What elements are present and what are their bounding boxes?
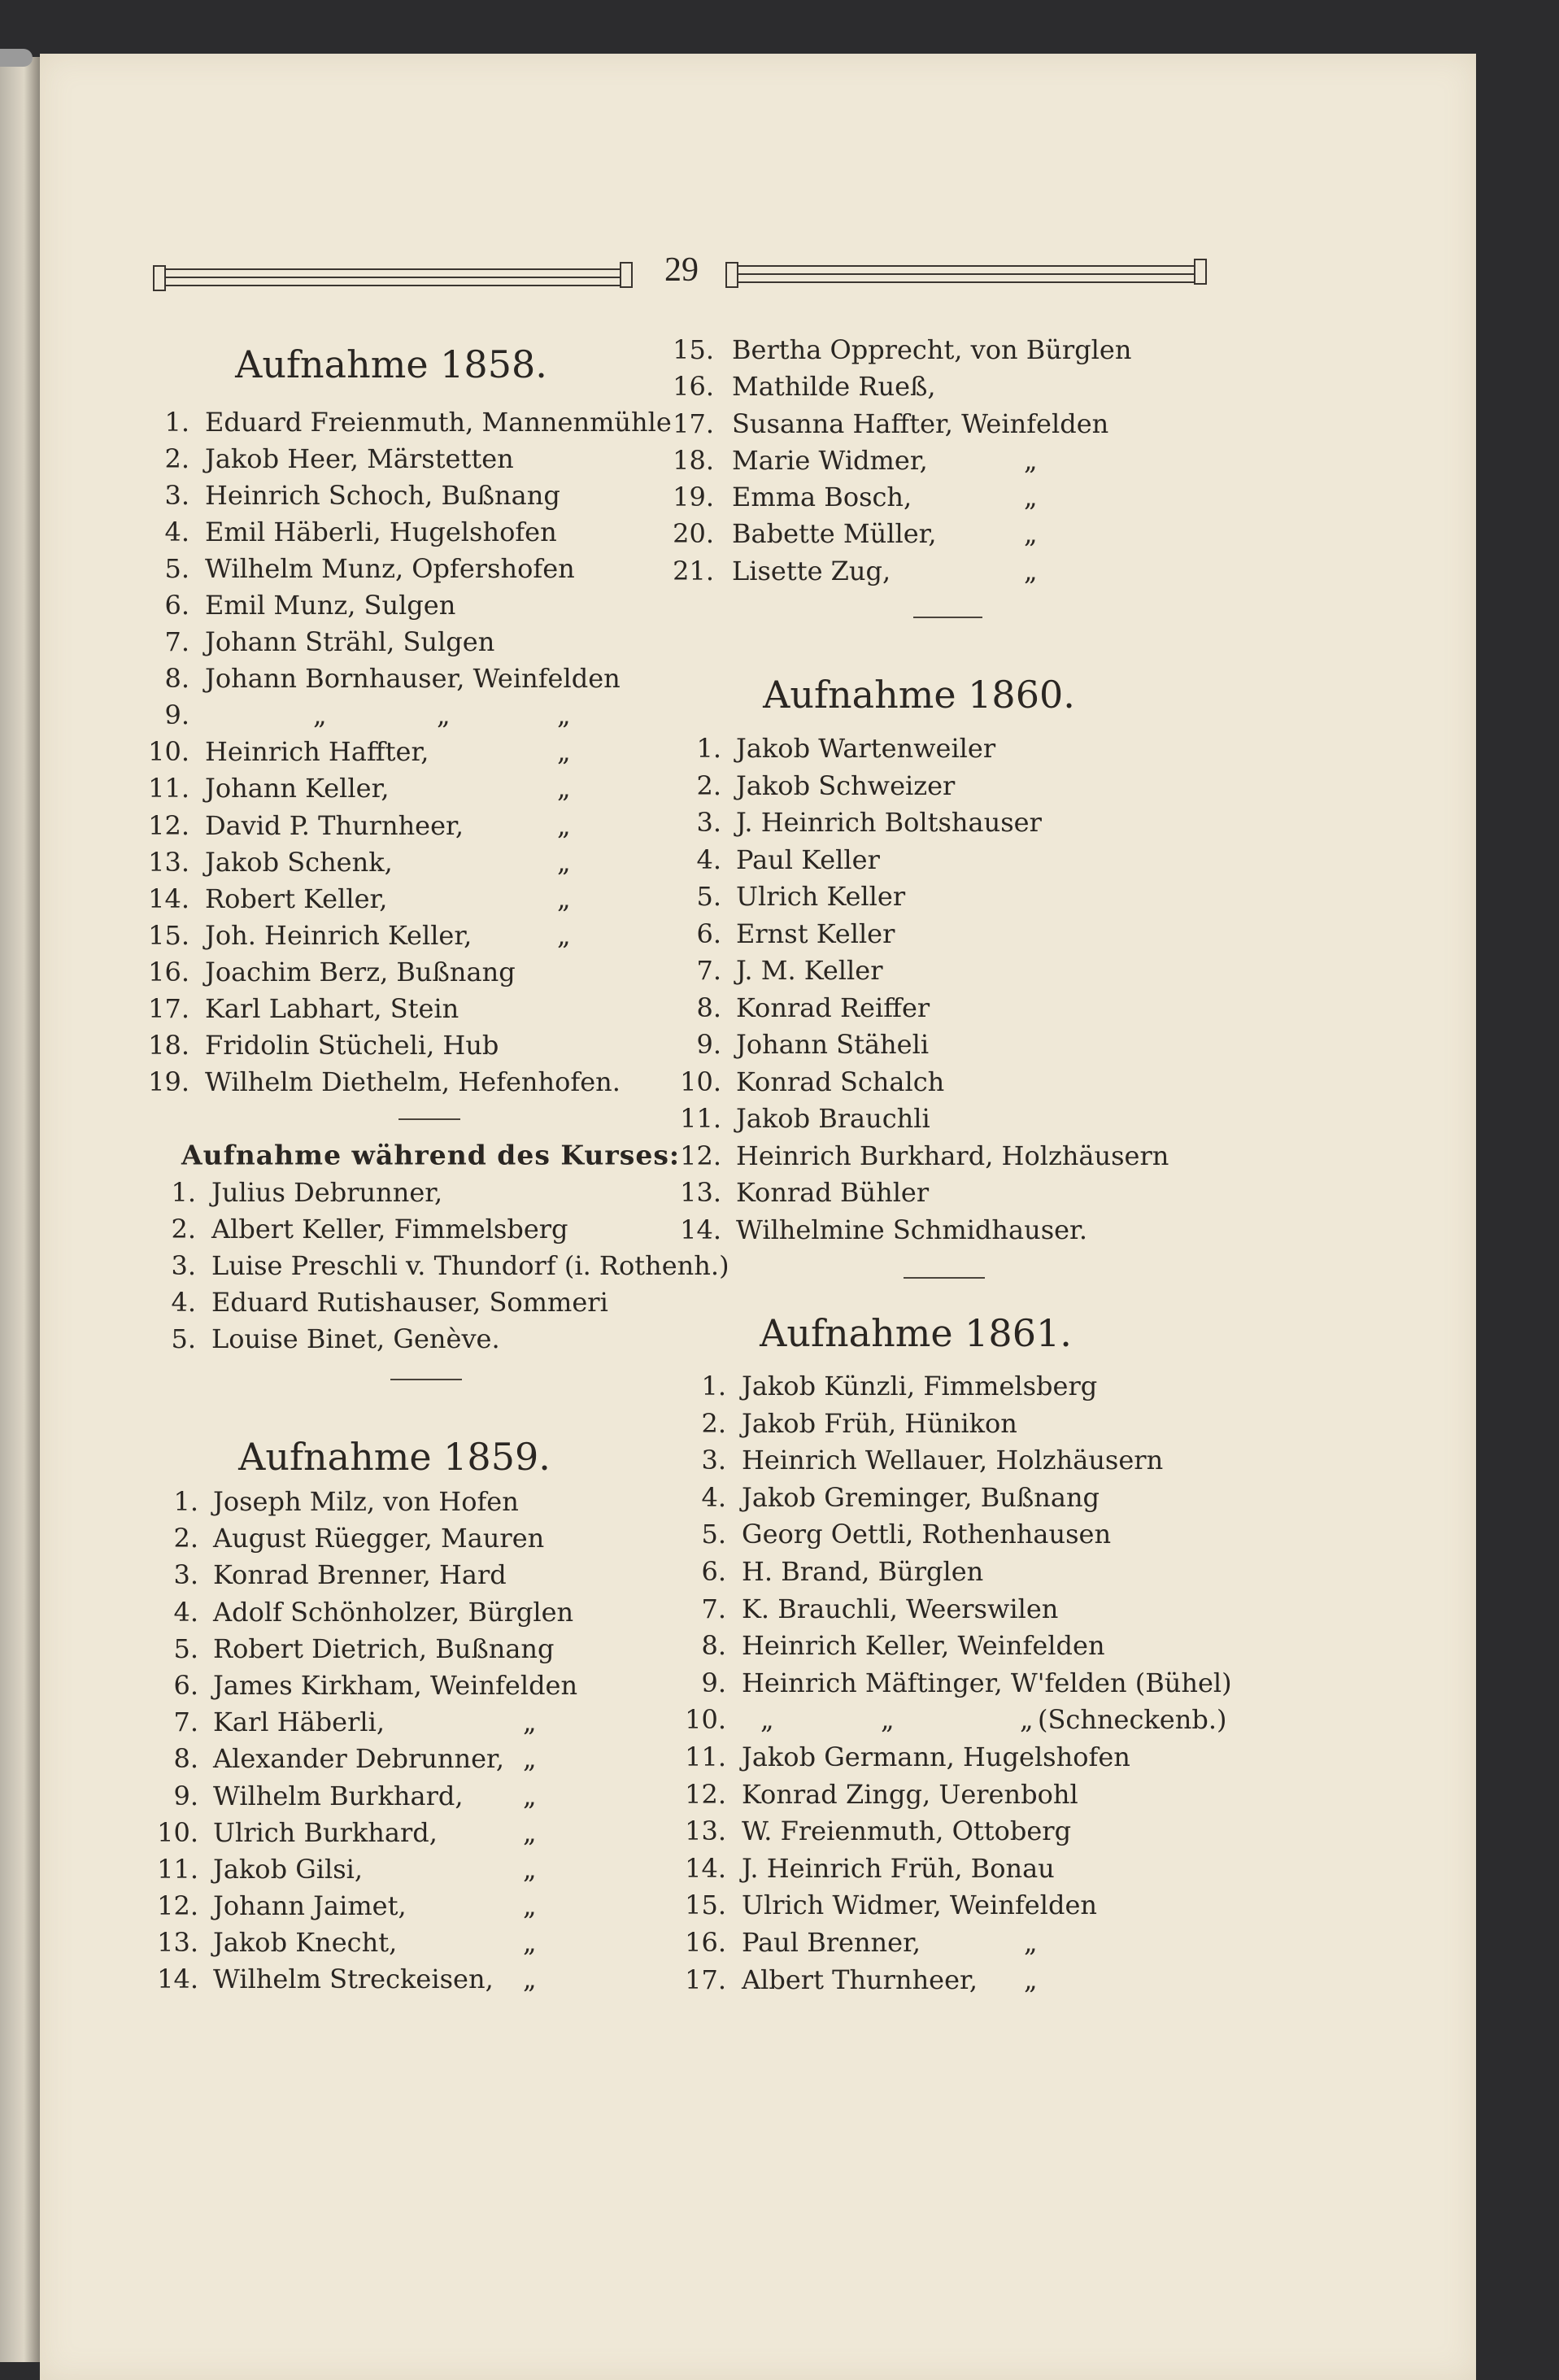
ditto-mark: „ (557, 773, 571, 804)
item-name: Johann Bornhauser, Weinfelden (205, 663, 621, 695)
item-number: 1. (696, 733, 721, 764)
item-number: 11. (157, 1853, 198, 1885)
item-number: 5. (171, 1323, 196, 1354)
item-number: 3. (164, 480, 189, 512)
item-number: 4. (173, 1596, 198, 1628)
list-item (0, 1516, 1559, 1554)
item-name: Eduard Rutishauser, Sommeri (211, 1287, 608, 1318)
item-name: H. Brand, Bürglen (742, 1555, 984, 1587)
header-ornament-right (725, 262, 1207, 288)
item-number: 2. (164, 443, 189, 475)
ditto-mark: „ (523, 1743, 537, 1775)
item-name: Albert Keller, Fimmelsberg (211, 1214, 568, 1244)
ditto-mark: „ (557, 809, 571, 841)
item-number: 12. (148, 809, 189, 841)
heading-1861: Aufnahme 1861. (760, 1311, 1072, 1355)
item-name: Bertha Opprecht, von Bürglen (732, 334, 1132, 365)
item-name: Heinrich Haffter, (205, 736, 429, 768)
item-number: 11. (148, 773, 189, 804)
list-item (0, 1591, 1559, 1628)
ditto-mark: „ (523, 1707, 537, 1738)
item-number: 10. (685, 1704, 726, 1736)
item-name: Georg Oettli, Rothenhausen (742, 1519, 1112, 1550)
item-number: 10. (680, 1066, 721, 1097)
item-number: 10. (157, 1816, 198, 1848)
item-name: Konrad Schalch (736, 1066, 945, 1097)
ditto-mark: „ (1024, 518, 1038, 550)
item-number: 17. (673, 408, 714, 439)
item-name: Heinrich Keller, Weinfelden (742, 1630, 1105, 1662)
item-name: Albert Thurnheer, (742, 1964, 978, 1995)
item-name: Konrad Brenner, Hard (213, 1559, 507, 1591)
item-name: J. Heinrich Früh, Bonau (742, 1852, 1055, 1884)
ditto-mark: „ (523, 1964, 537, 1995)
item-number: 11. (680, 1103, 721, 1134)
item-number: 14. (148, 883, 189, 914)
item-name: Jakob Wartenweiler (736, 733, 996, 764)
item-name: K. Brauchli, Weerswilen (742, 1593, 1059, 1624)
heading-kurs: Aufnahme während des Kurses: (181, 1139, 681, 1171)
item-number: 2. (696, 769, 721, 801)
item-name: Jakob Knecht, (213, 1927, 398, 1959)
item-number: 17. (148, 992, 189, 1024)
item-number: 21. (673, 555, 714, 586)
list-item (0, 1813, 1559, 1850)
item-number: 19. (148, 1066, 189, 1097)
item-name: Konrad Reiffer (736, 992, 930, 1023)
list-item (0, 768, 1559, 805)
item-number: 8. (696, 992, 721, 1023)
item-number: 6. (164, 590, 189, 621)
item-number: 14. (685, 1852, 726, 1884)
item-name: Johann Strähl, Sulgen (205, 626, 495, 658)
item-number: 9. (164, 700, 189, 731)
item-name: Jakob Schenk, (205, 846, 393, 878)
item-name: Adolf Schönholzer, Bürglen (213, 1596, 574, 1628)
list-item (0, 1702, 1559, 1739)
list-item (0, 553, 1559, 590)
list-item (0, 1628, 1559, 1665)
list-item (0, 1850, 1559, 1888)
item-name: Ernst Keller (736, 918, 895, 949)
item-name: Joseph Milz, von Hofen (213, 1486, 519, 1517)
item-number: 3. (701, 1445, 726, 1476)
item-name: Wilhelm Diethelm, Hefenhofen. (205, 1066, 621, 1097)
ditto-mark: „ (437, 700, 451, 731)
header-ornament-left (153, 262, 633, 288)
list-item (0, 1027, 1559, 1064)
heading-1859: Aufnahme 1859. (238, 1435, 551, 1479)
item-name: Heinrich Schoch, Bußnang (205, 480, 560, 512)
item-number: 5. (701, 1519, 726, 1550)
item-number: 3. (696, 807, 721, 838)
item-number: 6. (173, 1669, 198, 1701)
list-item (0, 1924, 1559, 1962)
list-item (0, 842, 1559, 879)
item-number: 12. (157, 1890, 198, 1922)
item-number: 12. (680, 1140, 721, 1171)
heading-1858: Aufnahme 1858. (235, 342, 547, 386)
item-name: Mathilde Rueß, (732, 371, 936, 403)
item-number: 5. (164, 553, 189, 585)
item-number: 6. (696, 918, 721, 949)
item-name: Jakob Künzli, Fimmelsberg (742, 1371, 1098, 1401)
list-item (0, 1887, 1559, 1924)
item-number: 13. (148, 846, 189, 878)
item-name: Emil Häberli, Hugelshofen (205, 517, 557, 548)
ditto-mark: „ (1024, 444, 1038, 476)
item-name: Heinrich Burkhard, Holzhäusern (736, 1140, 1169, 1171)
ditto-mark: „ (760, 1704, 774, 1736)
list-item (0, 479, 1559, 516)
item-number: 4. (164, 517, 189, 548)
list-item (0, 442, 1559, 479)
list-item (0, 916, 1559, 953)
item-number: 11. (685, 1741, 726, 1772)
item-number: 15. (673, 334, 714, 365)
list-item (0, 332, 1559, 368)
ditto-mark: „ (523, 1816, 537, 1848)
list-item (0, 368, 1559, 405)
list-item (0, 516, 1559, 552)
item-number: 2. (171, 1214, 196, 1244)
item-number: 12. (685, 1778, 726, 1810)
item-number: 1. (173, 1486, 198, 1517)
item-name: Ulrich Widmer, Weinfelden (742, 1890, 1097, 1921)
item-number: 16. (685, 1926, 726, 1958)
list-item (0, 990, 1559, 1027)
item-number: 2. (173, 1523, 198, 1554)
item-name: Ulrich Keller (736, 881, 906, 912)
item-name: W. Freienmuth, Ottoberg (742, 1816, 1072, 1847)
item-name: Jakob Schweizer (736, 769, 956, 801)
list-item (0, 1406, 1559, 1443)
heading-1860: Aufnahme 1860. (763, 673, 1075, 717)
item-number: 13. (157, 1927, 198, 1959)
item-name: Karl Labhart, Stein (205, 992, 459, 1024)
item-name: James Kirkham, Weinfelden (213, 1669, 578, 1701)
ditto-mark: „ (557, 846, 571, 878)
item-name: Emma Bosch, (732, 482, 912, 513)
list-1861 (0, 1368, 1559, 1999)
item-name: Susanna Haffter, Weinfelden (732, 408, 1109, 439)
list-item (0, 1554, 1559, 1591)
item-name: J. M. Keller (736, 955, 883, 986)
item-name: Babette Müller, (732, 518, 937, 550)
item-number: 18. (148, 1029, 189, 1061)
item-number: 7. (173, 1707, 198, 1738)
item-number: 16. (673, 371, 714, 403)
list-item (0, 624, 1559, 660)
ditto-mark: „ (557, 919, 571, 951)
item-name: Heinrich Wellauer, Holzhäusern (742, 1445, 1164, 1476)
item-name: Robert Dietrich, Bußnang (213, 1632, 555, 1664)
section-divider (904, 1277, 985, 1279)
ditto-mark: „ (1020, 1704, 1034, 1736)
list-item (0, 730, 1559, 768)
list-item (0, 1665, 1559, 1702)
item-name: Johann Stäheli (736, 1029, 930, 1060)
item-name: Wilhelm Munz, Opfershofen (205, 553, 575, 585)
item-name: Heinrich Mäftinger, W'felden (Bühel) (742, 1667, 1232, 1698)
item-name: Alexander Debrunner, (213, 1743, 504, 1775)
item-name: Ulrich Burkhard, (213, 1816, 438, 1848)
page-number: 29 (664, 251, 699, 289)
item-number: 4. (701, 1481, 726, 1513)
section-divider (913, 617, 982, 618)
ditto-mark: „ (1024, 555, 1038, 586)
item-number: 13. (680, 1177, 721, 1208)
item-name: Emil Munz, Sulgen (205, 590, 456, 621)
item-name: Paul Brenner, (742, 1926, 921, 1958)
ditto-mark: „ (557, 700, 571, 731)
ditto-mark: „ (1024, 1926, 1038, 1958)
ditto-mark: „ (1024, 482, 1038, 513)
item-number: 7. (701, 1593, 726, 1624)
item-number: 20. (673, 518, 714, 550)
list-item (0, 1138, 1559, 1175)
item-name: Jakob Brauchli (736, 1103, 930, 1134)
item-number: 15. (685, 1890, 726, 1921)
item-number: 8. (701, 1630, 726, 1662)
item-number: 13. (685, 1816, 726, 1847)
item-name: Robert Keller, (205, 883, 388, 914)
item-number: 15. (148, 919, 189, 951)
item-note: (Schneckenb.) (1038, 1704, 1227, 1736)
item-number: 5. (696, 881, 721, 912)
item-name: David P. Thurnheer, (205, 809, 464, 841)
item-name: Konrad Bühler (736, 1177, 930, 1208)
item-name: Jakob Früh, Hünikon (742, 1407, 1017, 1439)
item-name: Fridolin Stücheli, Hub (205, 1029, 499, 1061)
item-name: Jakob Greminger, Bußnang (742, 1481, 1100, 1513)
list-1860 (0, 730, 1559, 1249)
ditto-mark: „ (523, 1780, 537, 1811)
item-number: 10. (148, 736, 189, 768)
item-number: 14. (157, 1964, 198, 1995)
list-item (0, 406, 1559, 442)
item-number: 9. (173, 1780, 198, 1811)
ditto-mark: „ (881, 1704, 895, 1736)
list-item (0, 804, 1559, 842)
list-item (0, 1248, 1559, 1284)
list-1858-continued (0, 332, 1559, 590)
item-name: Johann Jaimet, (213, 1890, 407, 1922)
list-item (0, 952, 1559, 990)
item-number: 5. (173, 1632, 198, 1664)
ditto-mark: „ (523, 1853, 537, 1885)
item-number: 14. (680, 1214, 721, 1245)
item-name: Paul Keller (736, 843, 880, 875)
item-number: 18. (673, 444, 714, 476)
item-name: Luise Preschli v. Thundorf (i. Rothenh.) (211, 1250, 729, 1281)
ditto-mark: „ (1024, 1964, 1038, 1995)
ditto-mark: „ (557, 883, 571, 914)
item-name: Lisette Zug, (732, 555, 891, 586)
item-name: J. Heinrich Boltshauser (736, 807, 1042, 838)
item-name: Eduard Freienmuth, Mannenmühle (205, 407, 672, 438)
item-number: 1. (164, 407, 189, 438)
item-name: Jakob Heer, Märstetten (205, 443, 514, 475)
item-name: Joh. Heinrich Keller, (205, 919, 472, 951)
item-name: Wilhelmine Schmidhauser. (736, 1214, 1087, 1245)
item-name: Julius Debrunner, (211, 1177, 443, 1208)
list-item (0, 1212, 1559, 1249)
item-number: 4. (696, 843, 721, 875)
item-name: Wilhelm Burkhard, (213, 1780, 464, 1811)
list-item (0, 587, 1559, 624)
list-item (0, 1739, 1559, 1776)
item-number: 4. (171, 1287, 196, 1318)
item-number: 6. (701, 1555, 726, 1587)
list-item (0, 1442, 1559, 1480)
item-number: 3. (173, 1559, 198, 1591)
item-number: 16. (148, 956, 189, 987)
list-item (0, 878, 1559, 916)
item-name: Karl Häberli, (213, 1707, 385, 1738)
item-number: 8. (173, 1743, 198, 1775)
item-name: Marie Widmer, (732, 444, 928, 476)
list-item (0, 1776, 1559, 1814)
item-number: 1. (701, 1371, 726, 1401)
ditto-mark: „ (523, 1890, 537, 1922)
item-name: Jakob Germann, Hugelshofen (742, 1741, 1130, 1772)
binding-clip (0, 49, 33, 67)
list-item (0, 1480, 1559, 1517)
item-name: Wilhelm Streckeisen, (213, 1964, 494, 1995)
item-number: 9. (696, 1029, 721, 1060)
list-item (0, 1175, 1559, 1212)
list-item (0, 1962, 1559, 1999)
list-item (0, 1368, 1559, 1406)
item-number: 19. (673, 482, 714, 513)
item-number: 7. (696, 955, 721, 986)
item-name: Louise Binet, Genève. (211, 1323, 500, 1354)
item-name: Johann Keller, (205, 773, 390, 804)
item-name: Konrad Zingg, Uerenbohl (742, 1778, 1078, 1810)
item-number: 17. (685, 1964, 726, 1995)
item-number: 9. (701, 1667, 726, 1698)
item-number: 2. (701, 1407, 726, 1439)
item-number: 8. (164, 663, 189, 695)
list-item (0, 1064, 1559, 1101)
ditto-mark: „ (557, 736, 571, 768)
item-name: August Rüegger, Mauren (213, 1523, 545, 1554)
item-number: 1. (171, 1177, 196, 1208)
list-item (0, 1101, 1559, 1138)
item-name: Joachim Berz, Bußnang (205, 956, 516, 987)
item-number: 7. (164, 626, 189, 658)
item-name: Jakob Gilsi, (213, 1853, 364, 1885)
ditto-mark: „ (523, 1927, 537, 1959)
item-number: 3. (171, 1250, 196, 1281)
ditto-mark: „ (313, 700, 327, 731)
